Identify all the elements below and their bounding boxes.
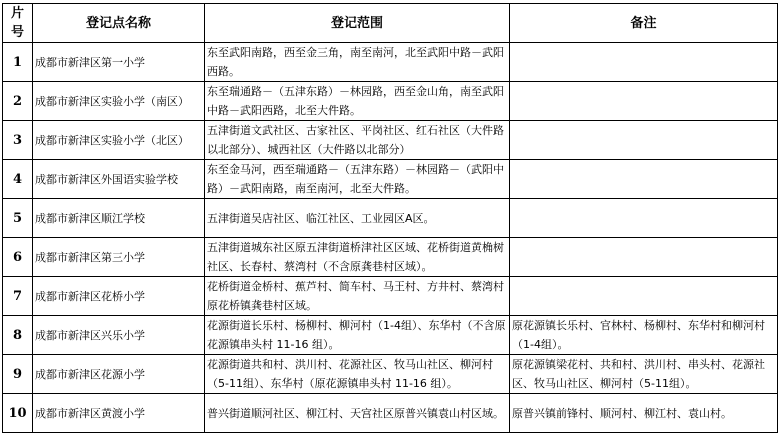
row-school: 成都市新津区实验小学（北区） [33,121,205,160]
table-row [3,355,778,394]
header-range: 登记范围 [205,4,510,43]
row-school: 成都市新津区花源小学 [33,355,205,394]
row-note: 原花源镇梁花村、共和村、洪川村、串头村、花源社区、牧马山社区、柳河村（5-11组）。 [510,355,778,394]
row-range: 普兴街道顺河社区、柳江村、天宫社区原普兴镇袁山村区域。 [205,394,510,433]
row-num: 2 [3,82,33,121]
row-num: 3 [3,121,33,160]
row-num: 8 [3,316,33,355]
row-school: 成都市新津区兴乐小学 [33,316,205,355]
row-range: 五津街道城东社区原五津街道桥津社区区域、花桥街道黄桷树社区、长春村、蔡湾村（不含原龚巷村区域）。 [205,238,510,277]
row-range: 东至金马河，西至瑞通路－（五津东路）－林园路－（武阳中路）－武阳南路，南至南河，北至大件路。 [205,160,510,199]
row-school: 成都市新津区顺江学校 [33,199,205,238]
row-num: 5 [3,199,33,238]
row-note [510,121,778,160]
row-range: 花源街道共和村、洪川村、花源社区、牧马山社区、柳河村（5-11组）、东华村（原花源镇串头村 11-16 组）。 [205,355,510,394]
row-school: 成都市新津区外国语实验学校 [33,160,205,199]
row-range: 花桥街道金桥村、蕉芦村、简车村、马王村、方井村、蔡湾村原花桥镇龚巷村区域。 [205,277,510,316]
row-note: 原花源镇长乐村、官林村、杨柳村、东华村和柳河村（1-4组）。 [510,316,778,355]
row-range: 东至武阳南路，西至金三角，南至南河，北至武阳中路－武阳西路。 [205,43,510,82]
row-num: 10 [3,394,33,433]
table-row [3,160,778,199]
row-note [510,199,778,238]
table-row [3,199,778,238]
row-range: 花源街道长乐村、杨柳村、柳河村（1-4组）、东华村（不含原花源镇串头村 11-16 组）。 [205,316,510,355]
table-row [3,277,778,316]
header-note: 备注 [510,4,778,43]
row-num: 7 [3,277,33,316]
table-row [3,394,778,433]
row-range: 东至瑞通路－（五津东路）－林园路，西至金山角，南至武阳中路－武阳西路，北至大件路。 [205,82,510,121]
header-name: 登记点名称 [33,4,205,43]
registration-table [2,3,778,433]
row-note [510,277,778,316]
row-num: 4 [3,160,33,199]
row-note [510,160,778,199]
table-row [3,43,778,82]
row-num: 9 [3,355,33,394]
row-note: 原普兴镇前锋村、顺河村、柳江村、袁山村。 [510,394,778,433]
row-num: 6 [3,238,33,277]
row-note [510,238,778,277]
table-row [3,316,778,355]
table-row [3,238,778,277]
row-range: 五津街道文武社区、古家社区、平岗社区、红石社区（大件路以北部分）、城西社区（大件路以北部分） [205,121,510,160]
row-school: 成都市新津区实验小学（南区） [33,82,205,121]
row-school: 成都市新津区第一小学 [33,43,205,82]
row-school: 成都市新津区花桥小学 [33,277,205,316]
header-num: 片号 [3,4,33,43]
row-num: 1 [3,43,33,82]
row-note [510,82,778,121]
row-school: 成都市新津区黄渡小学 [33,394,205,433]
row-range: 五津街道吴店社区、临江社区、工业园区A区。 [205,199,510,238]
table-header-row [3,4,778,43]
row-note [510,43,778,82]
table-row [3,121,778,160]
row-school: 成都市新津区第三小学 [33,238,205,277]
table-row [3,82,778,121]
